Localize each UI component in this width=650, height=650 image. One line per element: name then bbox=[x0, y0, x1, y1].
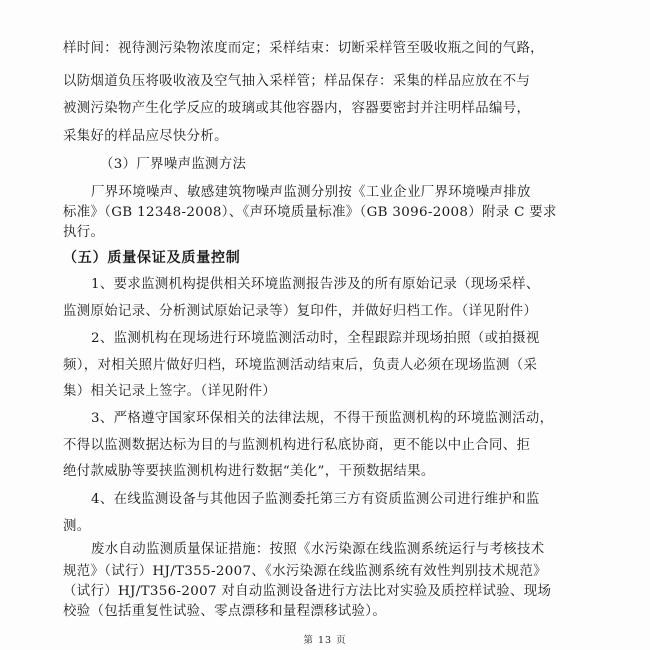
body-text-line: 被测污染物产生化学反应的玻璃或其他容器内，容器要密封并注明样品编号， bbox=[63, 101, 531, 116]
body-text-line: 不得以监测数据达标为目的与监测机构进行私底协商，更不能以中止合同、拒 bbox=[63, 438, 531, 453]
body-text-line: 集）相关记录上签字。（详见附件） bbox=[63, 384, 277, 399]
body-text-line: 废水自动监测质量保证措施：按照《水污染源在线监测系统运行与考核技术 bbox=[91, 542, 545, 557]
subsection-heading: （3）厂界噪声监测方法 bbox=[100, 157, 247, 172]
body-text-line: 绝付款威胁等要挟监测机构进行数据“美化”，干预数据结果。 bbox=[63, 464, 435, 479]
section-heading: （五）质量保证及质量控制 bbox=[63, 250, 241, 266]
body-text-line: 测。 bbox=[63, 519, 91, 534]
body-text-line: 频），对相关照片做好归档，环境监测活动结束后，负责人必须在现场监测（采 bbox=[63, 358, 538, 373]
body-text-line: 2、监测机构在现场进行环境监测活动时，全程跟踪并现场拍照（或拍摄视 bbox=[91, 331, 540, 346]
body-text-line: 4、在线监测设备与其他因子监测委托第三方有资质监测公司进行维护和监 bbox=[91, 492, 540, 507]
body-text-line: 3、严格遵守国家环保相关的法律法规，不得干预监测机构的环境监测活动， bbox=[91, 411, 554, 426]
page-number: 第 13 页 bbox=[303, 635, 347, 646]
body-text-line: 标准》（GB 12348-2008）、《声环境质量标准》（GB 3096-2008）附录 C 要求 bbox=[63, 205, 557, 220]
body-text-line: 执行。 bbox=[63, 225, 105, 240]
body-text-line: 厂界环境噪声、敏感建筑物噪声监测分别按《工业企业厂界环境噪声排放 bbox=[91, 185, 531, 200]
body-text-line: 校验（包括重复性试验、零点漂移和量程漂移试验）。 bbox=[63, 604, 387, 619]
body-text-line: 1、要求监测机构提供相关环境监测报告涉及的所有原始记录（现场采样、 bbox=[91, 277, 540, 292]
body-text-line: （试行）HJ/T356-2007 对自动监测设备进行方法比对实验及质控样试验、现场 bbox=[63, 584, 552, 599]
body-text-line: 监测原始记录、分析测试原始记录等）复印件，并做好归档工作。（详见附件） bbox=[63, 304, 538, 319]
body-text-line: 采集好的样品应尽快分析。 bbox=[63, 129, 228, 144]
body-text-line: 规范》（试行）HJ/T355-2007、《水污染源在线监测系统有效性判别技术规范》 bbox=[63, 564, 547, 579]
body-text-line: 以防烟道负压将吸收液及空气抽入采样管；样品保存：采集的样品应放在不与 bbox=[63, 74, 531, 89]
body-text-line: 样时间：视待测污染物浓度而定；采样结束：切断采样管至吸收瓶之间的气路， bbox=[63, 41, 544, 56]
